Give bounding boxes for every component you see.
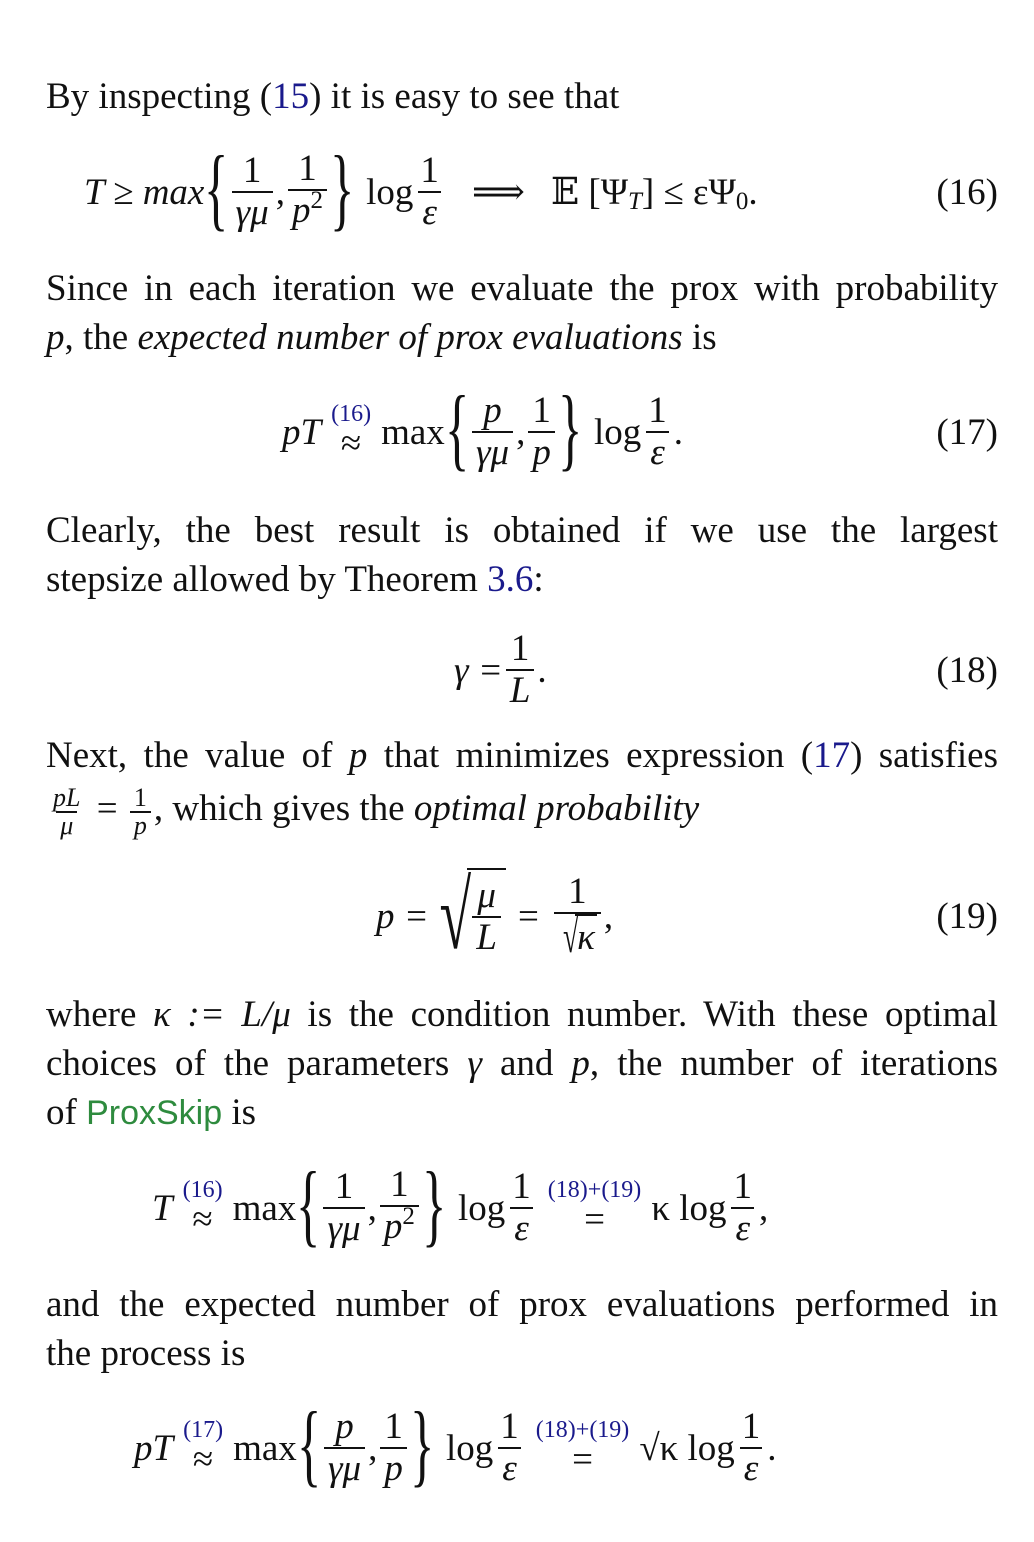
numerator: 1 bbox=[532, 390, 551, 431]
math-var: p bbox=[348, 735, 368, 776]
emphasis: optimal probability bbox=[413, 788, 700, 829]
fraction bbox=[288, 149, 327, 235]
text: By inspecting ( bbox=[46, 76, 273, 117]
equation-ref-link[interactable]: (16) bbox=[182, 1177, 223, 1203]
approx-stack bbox=[183, 1178, 223, 1238]
numerator: 1 bbox=[242, 150, 262, 191]
denominator: ε bbox=[510, 1207, 533, 1249]
eq16-lhs: T ≥ max bbox=[84, 171, 205, 213]
equation-16 bbox=[46, 132, 998, 252]
equation-ref-link[interactable]: 17 bbox=[813, 735, 851, 776]
punct: . bbox=[748, 171, 758, 213]
eq-rhs: κ log bbox=[651, 1187, 727, 1229]
fraction bbox=[554, 872, 601, 960]
equation-19 bbox=[46, 856, 998, 976]
math-var: γ bbox=[467, 1043, 482, 1084]
math-var: p bbox=[46, 317, 65, 358]
paragraph-prox-evals bbox=[46, 1280, 998, 1378]
text: is bbox=[682, 317, 717, 358]
denominator bbox=[554, 912, 601, 960]
left-brace: { bbox=[296, 1153, 321, 1255]
expectation: 𝔼 [Ψ bbox=[550, 172, 629, 213]
numerator: 1 bbox=[500, 1406, 519, 1447]
denominator: p bbox=[380, 1447, 407, 1489]
text-line: the process is bbox=[46, 1333, 246, 1374]
equation-ref-link[interactable]: (18)+(19) bbox=[547, 1177, 642, 1203]
square-root: √ $\frac{\mu}{L}$ bbox=[429, 868, 506, 964]
log: log bbox=[446, 1427, 494, 1469]
fraction bbox=[324, 1407, 365, 1489]
text: , the bbox=[64, 317, 138, 358]
numerator: μ bbox=[477, 875, 496, 916]
equation-number: (16) bbox=[936, 171, 998, 213]
eq18-lhs: γ = bbox=[454, 649, 503, 691]
denominator: ε bbox=[646, 431, 669, 473]
base: p bbox=[291, 190, 311, 231]
denominator: ε bbox=[731, 1207, 754, 1249]
denominator: L bbox=[472, 916, 501, 958]
numerator: p bbox=[335, 1406, 354, 1447]
right-brace: } bbox=[409, 1393, 435, 1495]
paragraph-stepsize bbox=[46, 506, 998, 604]
numerator: 1 bbox=[568, 871, 587, 912]
punct: , bbox=[759, 1187, 769, 1229]
text: and bbox=[481, 1043, 572, 1084]
fraction bbox=[730, 1167, 757, 1249]
text: that minimizes expression ( bbox=[367, 735, 814, 776]
numerator: 1 bbox=[298, 148, 317, 189]
denominator: ε bbox=[418, 191, 441, 233]
punct: . bbox=[673, 411, 684, 453]
text: Next, the value of bbox=[46, 735, 349, 776]
right-brace: } bbox=[557, 377, 583, 479]
equation-number: (18) bbox=[936, 649, 998, 691]
equation-17 bbox=[46, 372, 998, 492]
max: max bbox=[381, 411, 445, 453]
eq-lhs: T bbox=[152, 1187, 173, 1229]
implies-symbol: ⟹ bbox=[471, 172, 525, 213]
equation-number: (19) bbox=[936, 895, 998, 937]
text: choices of the parameters bbox=[46, 1043, 468, 1084]
subscript: T bbox=[628, 188, 642, 215]
numerator: 1 bbox=[510, 628, 530, 669]
inline-fraction bbox=[49, 782, 84, 840]
text-line: Since in each iteration we evaluate the prox with probability bbox=[46, 268, 998, 309]
comma: , bbox=[368, 1427, 378, 1469]
equation-18 bbox=[46, 610, 998, 730]
numerator: p bbox=[483, 390, 502, 431]
comma: , bbox=[367, 1187, 377, 1229]
denominator: μ bbox=[56, 811, 77, 839]
numerator: 1 bbox=[133, 782, 147, 812]
eq-rhs: √κ log bbox=[639, 1427, 735, 1469]
fraction bbox=[644, 391, 671, 473]
math-inline: κ := L/μ bbox=[153, 994, 291, 1035]
numerator: 1 bbox=[420, 150, 439, 191]
fraction bbox=[232, 151, 273, 233]
exponent: 2 bbox=[402, 1203, 415, 1230]
text-line: and the expected number of prox evaluations performed in bbox=[46, 1284, 998, 1325]
radicand: κ bbox=[575, 914, 597, 960]
fraction bbox=[472, 876, 501, 958]
denominator: L bbox=[506, 669, 535, 711]
punct: . bbox=[537, 649, 547, 691]
numerator: 1 bbox=[733, 1166, 752, 1207]
equation-prox-evaluations bbox=[46, 1388, 998, 1508]
equation-ref-link[interactable]: (16) bbox=[331, 401, 372, 427]
text: : bbox=[533, 559, 544, 600]
equation-number: (17) bbox=[936, 411, 998, 453]
text: ) it is easy to see that bbox=[309, 76, 620, 117]
punct: . bbox=[767, 1427, 777, 1469]
numerator: 1 bbox=[648, 390, 667, 431]
numerator: 1 bbox=[390, 1164, 409, 1205]
denominator bbox=[380, 1205, 419, 1251]
log: log bbox=[366, 171, 414, 213]
equals-symbol: = bbox=[572, 1439, 593, 1480]
paragraph-optimal-p: Next, the value of p that minimizes expression (17) satisfies $\frac{pL}{\mu}$ = $\frac{1}{p}$ , which gives the optimal probability bbox=[46, 735, 998, 840]
equation-ref-link[interactable]: 15 bbox=[272, 76, 310, 117]
equals-symbol: = bbox=[584, 1199, 605, 1240]
fraction bbox=[528, 391, 555, 473]
square-root: √ κ bbox=[562, 911, 595, 962]
text: , the number of iterations bbox=[589, 1043, 998, 1084]
text-line: Clearly, the best result is obtained if we use the largest bbox=[46, 510, 998, 551]
denominator: p bbox=[528, 431, 555, 473]
comma: , bbox=[516, 411, 526, 453]
fraction bbox=[506, 629, 535, 711]
text: ) satisfies bbox=[850, 735, 998, 776]
eq17-lhs: pT bbox=[282, 411, 322, 453]
denominator bbox=[288, 189, 327, 235]
inline-fraction bbox=[130, 782, 151, 840]
equation-iterations bbox=[46, 1148, 998, 1268]
math-var: p bbox=[571, 1043, 590, 1084]
numerator: pL bbox=[53, 782, 81, 812]
fraction bbox=[380, 1407, 407, 1489]
equals-stack bbox=[536, 1418, 630, 1478]
log: log bbox=[458, 1187, 506, 1229]
punct: , bbox=[603, 895, 614, 937]
paragraph-condition-number bbox=[46, 990, 998, 1138]
approx-symbol: ≈ bbox=[192, 1439, 214, 1480]
denominator: p bbox=[130, 811, 151, 839]
left-brace: { bbox=[204, 137, 229, 239]
paper-page bbox=[46, 0, 998, 1542]
denominator: γμ bbox=[472, 431, 513, 473]
text: of bbox=[46, 1092, 87, 1133]
denominator: γμ bbox=[324, 1447, 365, 1489]
theorem-ref-link[interactable]: 3.6 bbox=[487, 559, 534, 600]
right-brace: } bbox=[421, 1153, 447, 1255]
approx-symbol: ≈ bbox=[192, 1199, 213, 1240]
subscript: 0 bbox=[735, 188, 749, 215]
denominator: γμ bbox=[232, 191, 273, 233]
text: is bbox=[222, 1092, 257, 1133]
eq-lhs: pT bbox=[134, 1427, 174, 1469]
numerator: 1 bbox=[384, 1406, 403, 1447]
text: where bbox=[46, 994, 154, 1035]
fraction bbox=[323, 1167, 364, 1249]
fraction bbox=[472, 391, 513, 473]
eq16-rhs: ] ≤ εΨ bbox=[641, 171, 736, 213]
left-brace: { bbox=[296, 1393, 321, 1495]
approx-stack bbox=[183, 1418, 223, 1478]
approx-stack bbox=[331, 402, 371, 462]
approx-symbol: ≈ bbox=[340, 423, 362, 464]
numerator: 1 bbox=[334, 1166, 354, 1207]
fraction bbox=[738, 1407, 765, 1489]
base: p bbox=[383, 1206, 403, 1247]
fraction bbox=[508, 1167, 535, 1249]
left-brace: { bbox=[444, 377, 469, 479]
exponent: 2 bbox=[310, 187, 323, 214]
fraction bbox=[416, 151, 443, 233]
algorithm-name-link[interactable]: ProxSkip bbox=[86, 1094, 223, 1132]
equals: = bbox=[517, 895, 539, 937]
equation-ref-link[interactable]: (17) bbox=[183, 1417, 224, 1443]
eq19-lhs: p = bbox=[376, 895, 429, 937]
right-brace: } bbox=[329, 137, 355, 239]
fraction bbox=[380, 1165, 419, 1251]
denominator: ε bbox=[498, 1447, 521, 1489]
paragraph-intro bbox=[46, 72, 998, 121]
text: is the condition number. With these optimal bbox=[290, 994, 998, 1035]
denominator: γμ bbox=[323, 1207, 364, 1249]
equals-stack bbox=[548, 1178, 642, 1238]
comma: , bbox=[275, 171, 285, 213]
equation-ref-link[interactable]: (18)+(19) bbox=[535, 1417, 630, 1443]
fraction bbox=[496, 1407, 523, 1489]
denominator: ε bbox=[740, 1447, 763, 1489]
numerator: 1 bbox=[512, 1166, 531, 1207]
numerator: 1 bbox=[741, 1406, 761, 1447]
emphasis: expected number of prox evaluations bbox=[137, 317, 683, 358]
text: , which gives the bbox=[153, 788, 414, 829]
max: max bbox=[233, 1427, 297, 1469]
log: log bbox=[594, 411, 642, 453]
text: stepsize allowed by Theorem bbox=[46, 559, 488, 600]
max: max bbox=[232, 1187, 297, 1229]
paragraph-prox bbox=[46, 264, 998, 362]
